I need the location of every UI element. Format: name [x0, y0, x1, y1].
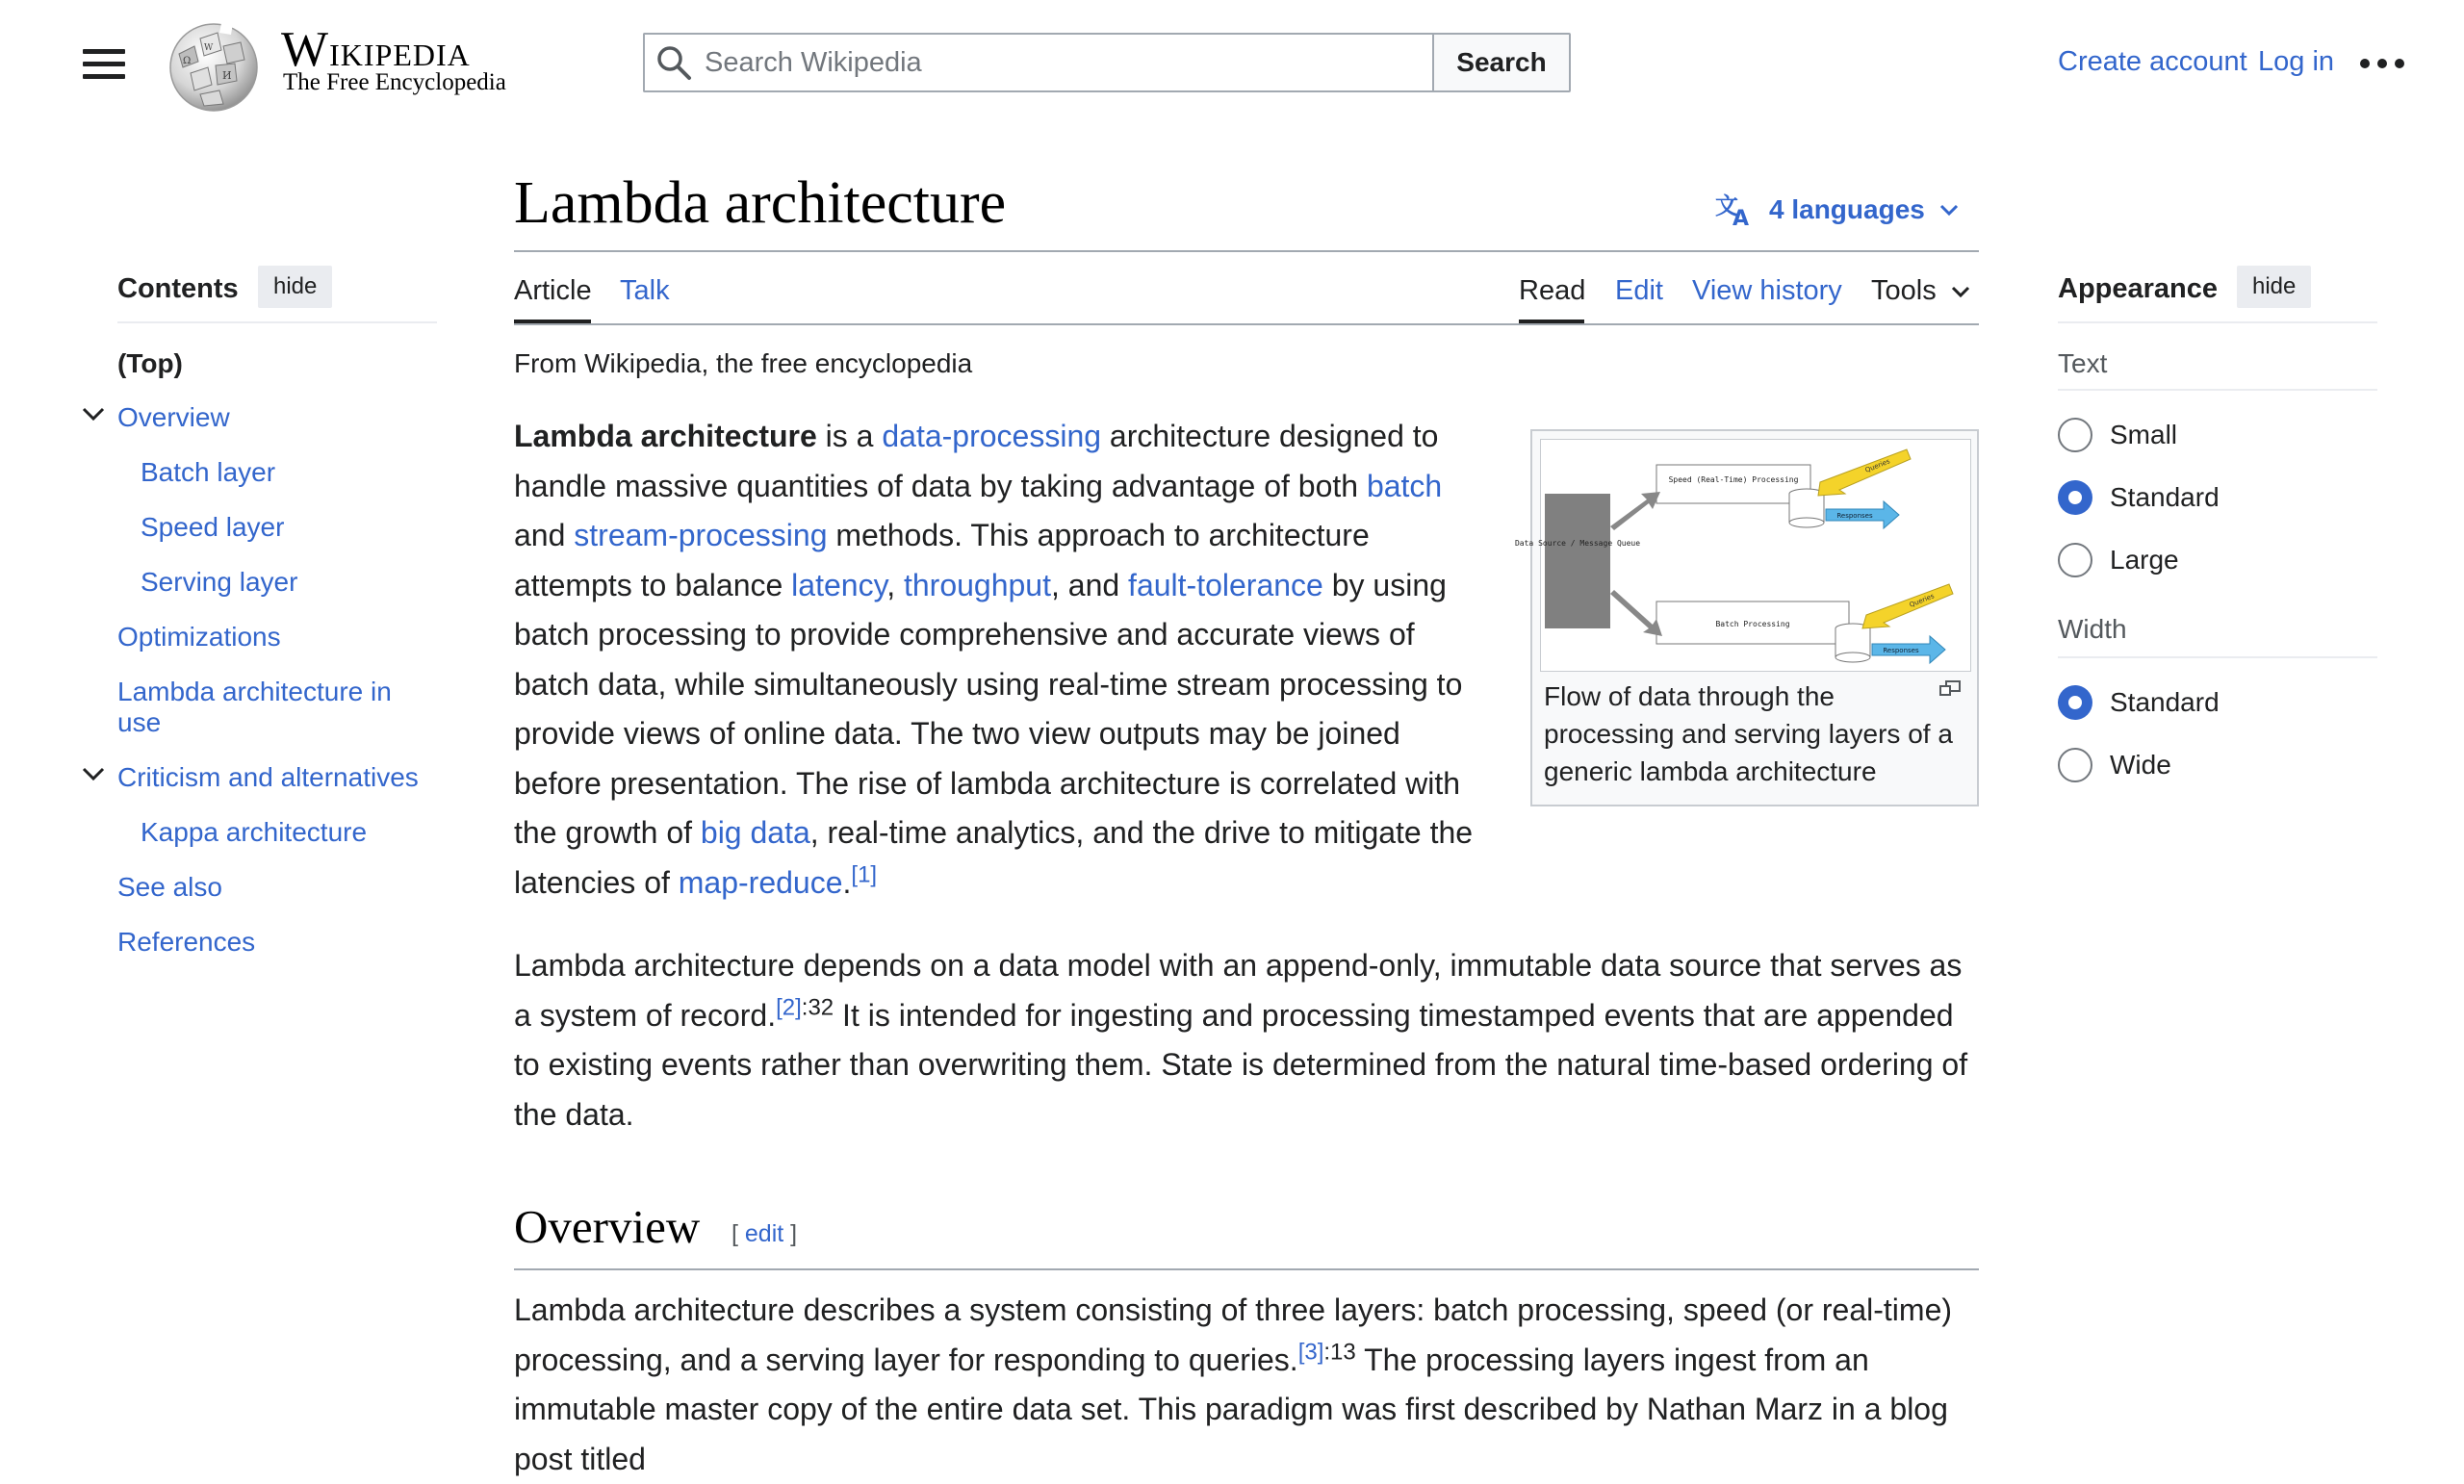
languages-button[interactable]	[1715, 192, 1960, 231]
link-latency[interactable]: latency	[791, 567, 887, 602]
chevron-down-icon	[1950, 285, 1971, 298]
toc-item-overview[interactable]: Overview	[117, 402, 230, 432]
wikipedia-wordmark[interactable]: Wikipedia	[281, 22, 471, 77]
tab-read[interactable]: Read	[1519, 275, 1586, 306]
more-options-icon[interactable]	[2360, 50, 2404, 77]
toc-title: Contents	[117, 273, 239, 304]
citation-link[interactable]: [2]	[776, 993, 802, 1020]
search-icon	[645, 34, 703, 91]
svg-text:文: 文	[1715, 192, 1738, 219]
menu-bar	[83, 49, 125, 54]
section-edit	[732, 1220, 797, 1248]
tab-article[interactable]: Article	[514, 275, 592, 306]
link-big-data[interactable]: big data	[700, 815, 810, 850]
radio-text-small[interactable]	[2058, 418, 2177, 452]
section-divider	[514, 1268, 1979, 1270]
wordmark-text: ikipedia	[329, 26, 471, 75]
radio-width-wide[interactable]	[2058, 748, 2171, 782]
search-box[interactable]	[643, 33, 1432, 92]
citation-link[interactable]: [3]	[1297, 1338, 1324, 1365]
speed-label: Speed (Real-Time) Processing	[1668, 475, 1799, 484]
title-divider	[514, 250, 1979, 252]
text: , and	[1050, 567, 1129, 602]
responses-label: Responses	[1883, 647, 1919, 654]
svg-text:A: A	[1732, 207, 1750, 231]
link-stream-processing[interactable]: stream-processing	[574, 518, 828, 552]
figure-thumbnail	[1514, 429, 1979, 806]
tab-talk[interactable]: Talk	[620, 275, 670, 306]
radio-label: Wide	[2110, 750, 2171, 780]
toc-item-serving-layer[interactable]: Serving layer	[141, 567, 298, 597]
text: by using batch processing to provide comprehensive and accurate views of batch data, while simultaneously using real-time stream processing to provide views of online data. The two view outputs may be joined before presentation. The rise of lambda architecture is correlated with the growth of	[514, 567, 1463, 850]
tabs-divider	[514, 323, 1979, 325]
link-data-processing[interactable]: data-processing	[882, 419, 1102, 453]
radio-button[interactable]	[2058, 418, 2092, 452]
page-ref: :32	[801, 993, 834, 1020]
radio-label: Standard	[2110, 687, 2220, 717]
bold-term: Lambda architecture	[514, 419, 817, 453]
text-size-label: Text	[2058, 348, 2108, 378]
text: and	[514, 518, 575, 552]
radio-label: Small	[2110, 420, 2178, 449]
queries-label: Queries	[1863, 457, 1891, 474]
appearance-hide-button[interactable]: hide	[2237, 266, 2311, 308]
radio-button[interactable]	[2058, 480, 2092, 515]
text: Lambda architecture depends on a data model with an append-only, immutable data source that serves as a system of record.	[514, 948, 1963, 1033]
search-button[interactable]: Search	[1432, 33, 1571, 92]
appearance-title: Appearance	[2058, 273, 2219, 304]
edit-section-link[interactable]: edit	[744, 1220, 784, 1247]
toc-item-speed-layer[interactable]: Speed layer	[141, 512, 285, 542]
toc-hide-button[interactable]: hide	[258, 266, 332, 308]
text: Lambda architecture describes a system consisting of three layers: batch processing, speed (or real-time) processing, and a serving layer for responding to queries.	[514, 1292, 1953, 1377]
create-account-link[interactable]: Create account	[2058, 46, 2247, 77]
overview-paragraph	[514, 1286, 1979, 1484]
section-divider	[2058, 656, 2377, 658]
text: .	[842, 864, 852, 900]
radio-label: Standard	[2110, 482, 2220, 512]
section-heading-overview: Overview	[514, 1200, 701, 1253]
radio-button[interactable]	[2058, 685, 2092, 720]
toc-item-top[interactable]: (Top)	[117, 348, 183, 378]
tab-edit[interactable]: Edit	[1615, 275, 1663, 306]
batch-label: Batch Processing	[1715, 620, 1790, 628]
languages-label: 4 languages	[1769, 194, 1925, 224]
lambda-architecture-diagram[interactable]	[1514, 439, 1971, 672]
text: is a	[816, 419, 883, 453]
svg-text:Ω: Ω	[183, 56, 192, 66]
toc-item-batch-layer[interactable]: Batch layer	[141, 457, 276, 487]
toc-item-see-also[interactable]: See also	[117, 872, 222, 902]
appearance-divider	[2058, 321, 2377, 323]
link-throughput[interactable]: throughput	[903, 567, 1051, 602]
bracket: ]	[783, 1220, 798, 1247]
width-label: Width	[2058, 614, 2127, 644]
source-label: Data Source / Message Queue	[1514, 539, 1641, 548]
page-ref: :13	[1323, 1338, 1356, 1365]
lead-paragraph	[514, 412, 1486, 908]
svg-text:И: И	[222, 69, 232, 82]
radio-button[interactable]	[2058, 543, 2092, 577]
radio-button[interactable]	[2058, 748, 2092, 782]
radio-text-large[interactable]	[2058, 543, 2179, 577]
radio-label: Large	[2110, 545, 2179, 575]
text: architecture designed to handle massive quantities of data by taking advantage of both	[514, 419, 1439, 503]
radio-text-standard[interactable]	[2058, 480, 2220, 515]
main-menu-button[interactable]	[83, 42, 125, 85]
text: , real-time analytics, and the drive to mitigate the latencies of	[514, 815, 1474, 900]
svg-text:W: W	[204, 43, 214, 53]
search-input[interactable]	[703, 35, 1432, 90]
toc-collapse-chevron-icon[interactable]	[81, 766, 106, 783]
wikipedia-globe-logo[interactable]	[162, 17, 270, 114]
translate-icon	[1715, 192, 1756, 231]
link-fault-tolerance[interactable]: fault-tolerance	[1128, 567, 1323, 602]
text: ,	[886, 567, 904, 602]
toc-item-references[interactable]: References	[117, 927, 256, 957]
toc-item-lambda-in-use[interactable]: Lambda architecture in use	[117, 677, 392, 737]
menu-bar	[83, 74, 125, 79]
link-map-reduce[interactable]: map-reduce	[678, 864, 843, 900]
paragraph-2	[514, 941, 1979, 1139]
tab-view-history[interactable]: View history	[1692, 275, 1842, 306]
link-batch[interactable]: batch	[1366, 468, 1443, 503]
queries-label: Queries	[1908, 592, 1936, 609]
tab-tools[interactable]	[1871, 275, 1971, 307]
chevron-down-icon	[1938, 203, 1960, 217]
text: The processing layers ingest from an immutable master copy of the entire data set. This paradigm was first described by Nathan Marz in a blog post titled	[514, 1342, 1948, 1476]
responses-label: Responses	[1836, 512, 1873, 520]
bracket: [	[732, 1220, 745, 1247]
menu-bar	[83, 62, 125, 66]
toc-collapse-chevron-icon[interactable]	[81, 406, 106, 423]
log-in-link[interactable]: Log in	[2258, 46, 2335, 77]
toc-item-optimizations[interactable]: Optimizations	[117, 622, 281, 652]
figure-caption: Flow of data through the processing and serving layers of a generic lambda architecture	[1544, 681, 1953, 786]
section-divider	[2058, 389, 2377, 391]
page-title: Lambda architecture	[514, 170, 1007, 236]
toc-item-criticism[interactable]: Criticism and alternatives	[117, 762, 419, 792]
radio-width-standard[interactable]	[2058, 685, 2220, 720]
citation-link[interactable]: [1]	[851, 860, 878, 887]
wikipedia-tagline: The Free Encyclopedia	[283, 69, 506, 95]
text: It is intended for ingesting and processing timestamped events that are appended to existing events rather than overwriting them. State is determined from the natural time-based ordering of the data.	[514, 997, 1968, 1132]
toc-item-kappa[interactable]: Kappa architecture	[141, 817, 368, 847]
toc-divider	[117, 321, 437, 323]
text: methods. This approach to architecture attempts to balance	[514, 518, 1370, 602]
tools-label: Tools	[1871, 275, 1937, 306]
site-subtitle: From Wikipedia, the free encyclopedia	[514, 348, 973, 378]
